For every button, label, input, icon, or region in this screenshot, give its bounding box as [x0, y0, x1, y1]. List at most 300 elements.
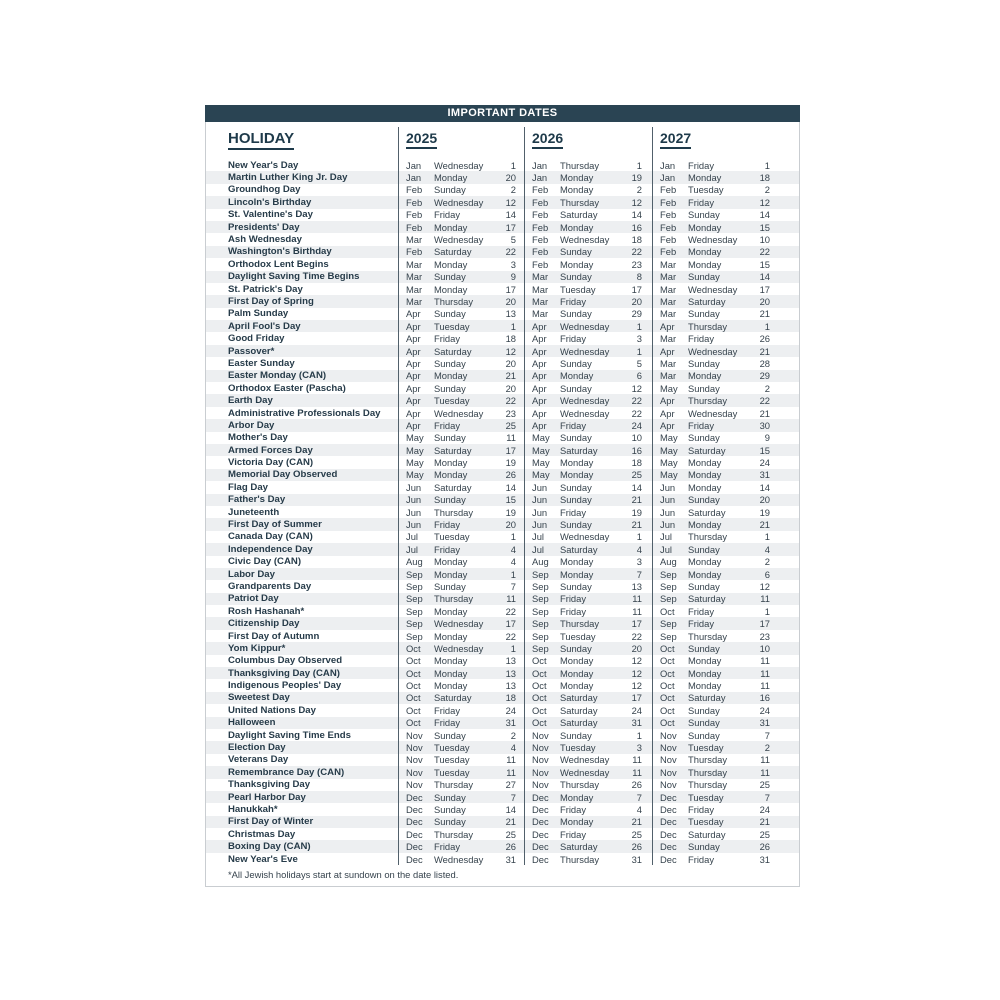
date-cell-2025	[398, 209, 524, 221]
date-month: Apr	[406, 407, 421, 419]
date-month: Sep	[406, 618, 423, 630]
date-day: 17	[631, 692, 642, 704]
date-weekday: Sunday	[688, 308, 720, 320]
holiday-name: Patriot Day	[228, 593, 279, 605]
date-weekday: Sunday	[688, 432, 720, 444]
date-month: Jun	[660, 494, 676, 506]
date-weekday: Monday	[688, 172, 722, 184]
date-day: 12	[631, 196, 642, 208]
date-weekday: Sunday	[688, 580, 720, 592]
date-cell-2027	[652, 556, 799, 568]
date-month: Aug	[406, 556, 423, 568]
date-weekday: Sunday	[560, 519, 592, 531]
date-weekday: Tuesday	[434, 766, 470, 778]
date-weekday: Saturday	[560, 543, 598, 555]
date-cell-2025	[398, 283, 524, 295]
date-weekday: Monday	[434, 221, 468, 233]
date-day: 26	[759, 841, 770, 853]
date-weekday: Saturday	[560, 704, 598, 716]
date-cell-2026	[524, 184, 652, 196]
date-day: 9	[510, 271, 516, 283]
date-cell-2026	[524, 209, 652, 221]
date-cell-2026	[524, 692, 652, 704]
date-month: Mar	[660, 333, 677, 345]
table-row	[206, 320, 799, 332]
table-row	[206, 655, 799, 667]
table-row	[206, 444, 799, 456]
date-cell-2027	[652, 221, 799, 233]
date-month: Mar	[660, 295, 677, 307]
date-day: 20	[505, 295, 516, 307]
date-day: 21	[759, 345, 770, 357]
date-month: Oct	[660, 642, 675, 654]
date-day: 11	[760, 766, 770, 778]
holiday-name: Presidents' Day	[228, 221, 300, 233]
date-day: 13	[505, 308, 516, 320]
date-month: Oct	[406, 692, 421, 704]
date-month: Oct	[532, 692, 547, 704]
date-cell-2027	[652, 481, 799, 493]
date-cell-2025	[398, 803, 524, 815]
date-month: Feb	[406, 221, 423, 233]
date-month: Dec	[660, 816, 677, 828]
date-cell-2025	[398, 456, 524, 468]
holiday-name: Good Friday	[228, 333, 285, 345]
date-day: 1	[510, 159, 516, 171]
date-month: May	[532, 457, 550, 469]
date-weekday: Tuesday	[434, 531, 470, 543]
date-cell-2025	[398, 580, 524, 592]
date-weekday: Sunday	[434, 271, 466, 283]
table-row	[206, 630, 799, 642]
date-cell-2025	[398, 853, 524, 865]
holiday-name: United Nations Day	[228, 704, 316, 716]
date-day: 21	[631, 519, 642, 531]
date-month: Apr	[532, 370, 547, 382]
date-cell-2027	[652, 209, 799, 221]
date-cell-2026	[524, 456, 652, 468]
date-cell-2026	[524, 531, 652, 543]
date-day: 21	[505, 816, 516, 828]
date-weekday: Monday	[434, 370, 468, 382]
date-day: 27	[505, 779, 516, 791]
date-month: May	[406, 457, 424, 469]
date-weekday: Friday	[688, 196, 715, 208]
date-weekday: Sunday	[560, 308, 592, 320]
date-cell-2026	[524, 667, 652, 679]
date-day: 15	[759, 221, 770, 233]
header-year-2026-label: 2026	[532, 130, 563, 149]
date-month: Apr	[532, 395, 547, 407]
date-weekday: Thursday	[560, 618, 600, 630]
table-row	[206, 469, 799, 481]
date-day: 18	[631, 234, 642, 246]
holiday-name: Ash Wednesday	[228, 234, 302, 246]
date-cell-2026	[524, 481, 652, 493]
date-day: 22	[759, 395, 770, 407]
date-day: 11	[632, 593, 642, 605]
holiday-name: Remembrance Day (CAN)	[228, 766, 345, 778]
holiday-name: Orthodox Lent Begins	[228, 258, 329, 270]
date-weekday: Wednesday	[688, 407, 738, 419]
date-month: Dec	[406, 853, 423, 865]
date-day: 21	[759, 816, 770, 828]
date-cell-2027	[652, 580, 799, 592]
date-day: 26	[759, 333, 770, 345]
date-cell-2026	[524, 605, 652, 617]
date-month: Sep	[532, 630, 549, 642]
table-row	[206, 258, 799, 270]
holiday-name: Thanksgiving Day (CAN)	[228, 667, 340, 679]
date-cell-2025	[398, 469, 524, 481]
date-day: 16	[631, 221, 642, 233]
date-cell-2026	[524, 271, 652, 283]
date-weekday: Monday	[560, 655, 594, 667]
table-row	[206, 642, 799, 654]
date-month: Sep	[532, 593, 549, 605]
date-month: Apr	[406, 320, 421, 332]
date-month: Dec	[406, 816, 423, 828]
date-cell-2027	[652, 233, 799, 245]
date-cell-2025	[398, 840, 524, 852]
date-cell-2026	[524, 779, 652, 791]
date-cell-2026	[524, 518, 652, 530]
date-cell-2025	[398, 543, 524, 555]
date-weekday: Friday	[560, 593, 587, 605]
date-day: 19	[631, 172, 642, 184]
date-cell-2025	[398, 766, 524, 778]
date-month: May	[406, 469, 424, 481]
date-weekday: Monday	[434, 469, 468, 481]
date-cell-2025	[398, 432, 524, 444]
date-cell-2027	[652, 803, 799, 815]
holiday-name: Earth Day	[228, 395, 273, 407]
date-day: 22	[505, 246, 516, 258]
date-day: 18	[505, 692, 516, 704]
date-weekday: Tuesday	[560, 283, 596, 295]
date-month: Nov	[532, 766, 549, 778]
date-month: Dec	[660, 853, 677, 865]
table-row	[206, 556, 799, 568]
date-weekday: Thursday	[434, 506, 474, 518]
date-day: 24	[631, 704, 642, 716]
date-weekday: Friday	[434, 333, 461, 345]
date-month: Dec	[406, 828, 423, 840]
table-row	[206, 370, 799, 382]
holiday-name: First Day of Summer	[228, 519, 322, 531]
date-day: 25	[759, 828, 770, 840]
date-weekday: Saturday	[688, 828, 726, 840]
date-weekday: Monday	[560, 568, 594, 580]
table-row	[206, 332, 799, 344]
date-weekday: Sunday	[560, 642, 592, 654]
date-weekday: Thursday	[560, 779, 600, 791]
date-weekday: Friday	[560, 506, 587, 518]
date-month: Mar	[406, 283, 423, 295]
date-cell-2027	[652, 370, 799, 382]
date-month: Sep	[660, 618, 677, 630]
date-day: 29	[631, 308, 642, 320]
date-day: 10	[759, 642, 770, 654]
date-cell-2026	[524, 655, 652, 667]
date-month: Jun	[532, 506, 548, 518]
table-row	[206, 840, 799, 852]
date-month: Nov	[406, 742, 423, 754]
date-month: Mar	[660, 271, 677, 283]
date-day: 7	[764, 791, 770, 803]
date-cell-2027	[652, 444, 799, 456]
date-cell-2025	[398, 494, 524, 506]
date-month: Jul	[532, 543, 544, 555]
date-weekday: Monday	[688, 457, 722, 469]
date-day: 1	[510, 642, 516, 654]
date-month: Nov	[406, 754, 423, 766]
date-day: 1	[764, 531, 770, 543]
date-cell-2026	[524, 717, 652, 729]
date-day: 15	[759, 444, 770, 456]
date-cell-2025	[398, 233, 524, 245]
date-cell-2027	[652, 456, 799, 468]
holiday-name: Father's Day	[228, 494, 286, 506]
date-weekday: Friday	[434, 704, 461, 716]
date-weekday: Monday	[688, 568, 722, 580]
date-cell-2027	[652, 518, 799, 530]
date-weekday: Saturday	[688, 444, 726, 456]
table-row	[206, 221, 799, 233]
table-row	[206, 617, 799, 629]
date-month: Jun	[532, 494, 548, 506]
date-cell-2026	[524, 494, 652, 506]
date-month: Feb	[660, 221, 677, 233]
date-day: 20	[759, 494, 770, 506]
holiday-name: Indigenous Peoples' Day	[228, 680, 342, 692]
date-weekday: Thursday	[688, 630, 728, 642]
date-day: 14	[505, 481, 516, 493]
date-day: 12	[505, 196, 516, 208]
date-cell-2026	[524, 246, 652, 258]
holiday-name: Thanksgiving Day	[228, 779, 311, 791]
date-day: 26	[631, 841, 642, 853]
table-row	[206, 704, 799, 716]
date-cell-2026	[524, 580, 652, 592]
date-day: 17	[505, 618, 516, 630]
date-weekday: Saturday	[560, 444, 598, 456]
footnote: *All Jewish holidays start at sundown on the date listed.	[228, 869, 459, 881]
date-month: Mar	[660, 283, 677, 295]
table-row	[206, 494, 799, 506]
date-weekday: Tuesday	[434, 320, 470, 332]
date-cell-2027	[652, 679, 799, 691]
date-day: 14	[759, 271, 770, 283]
date-month: Oct	[532, 717, 547, 729]
date-month: Nov	[532, 779, 549, 791]
date-day: 1	[636, 159, 642, 171]
date-month: Oct	[660, 667, 675, 679]
date-weekday: Monday	[688, 481, 722, 493]
date-month: Feb	[532, 209, 549, 221]
date-weekday: Friday	[560, 295, 587, 307]
date-cell-2027	[652, 332, 799, 344]
date-cell-2026	[524, 803, 652, 815]
date-day: 4	[510, 556, 516, 568]
date-cell-2027	[652, 717, 799, 729]
date-weekday: Friday	[434, 419, 461, 431]
date-month: Nov	[660, 754, 677, 766]
date-weekday: Friday	[434, 543, 461, 555]
date-cell-2026	[524, 407, 652, 419]
date-day: 1	[510, 320, 516, 332]
dates-table	[205, 122, 800, 887]
date-month: Mar	[532, 308, 549, 320]
date-cell-2027	[652, 692, 799, 704]
date-weekday: Sunday	[434, 184, 466, 196]
date-cell-2026	[524, 729, 652, 741]
date-cell-2025	[398, 679, 524, 691]
date-month: Nov	[532, 754, 549, 766]
date-day: 28	[759, 357, 770, 369]
date-day: 13	[631, 580, 642, 592]
date-weekday: Tuesday	[688, 184, 724, 196]
table-row	[206, 667, 799, 679]
date-day: 18	[759, 172, 770, 184]
date-day: 31	[505, 853, 516, 865]
date-day: 25	[631, 469, 642, 481]
date-weekday: Monday	[688, 655, 722, 667]
holiday-name: Veterans Day	[228, 754, 289, 766]
date-month: Sep	[406, 580, 423, 592]
date-cell-2025	[398, 605, 524, 617]
date-weekday: Thursday	[560, 853, 600, 865]
table-row	[206, 184, 799, 196]
date-day: 19	[759, 506, 770, 518]
date-cell-2026	[524, 593, 652, 605]
date-cell-2025	[398, 407, 524, 419]
date-day: 17	[631, 283, 642, 295]
holiday-name: Armed Forces Day	[228, 444, 313, 456]
date-cell-2027	[652, 295, 799, 307]
date-month: Nov	[660, 779, 677, 791]
date-month: Dec	[660, 791, 677, 803]
date-day: 1	[636, 531, 642, 543]
date-cell-2027	[652, 184, 799, 196]
date-day: 25	[505, 828, 516, 840]
date-day: 10	[759, 234, 770, 246]
date-day: 11	[760, 593, 770, 605]
date-month: Jun	[660, 506, 676, 518]
date-cell-2025	[398, 754, 524, 766]
date-cell-2025	[398, 345, 524, 357]
date-month: Apr	[660, 419, 675, 431]
date-weekday: Monday	[688, 519, 722, 531]
table-row	[206, 196, 799, 208]
holiday-name: Columbus Day Observed	[228, 655, 343, 667]
date-cell-2027	[652, 382, 799, 394]
date-cell-2025	[398, 667, 524, 679]
date-month: Nov	[660, 742, 677, 754]
date-month: Apr	[532, 419, 547, 431]
date-weekday: Friday	[560, 605, 587, 617]
date-day: 1	[636, 320, 642, 332]
date-cell-2025	[398, 258, 524, 270]
table-row	[206, 531, 799, 543]
date-weekday: Saturday	[688, 506, 726, 518]
date-month: Feb	[532, 221, 549, 233]
table-row	[206, 382, 799, 394]
date-month: May	[532, 432, 550, 444]
date-month: Apr	[660, 345, 675, 357]
date-weekday: Wednesday	[688, 345, 738, 357]
date-day: 26	[505, 841, 516, 853]
date-cell-2025	[398, 828, 524, 840]
date-weekday: Sunday	[688, 271, 720, 283]
table-row	[206, 481, 799, 493]
date-day: 20	[505, 519, 516, 531]
header-year-2026	[524, 127, 652, 159]
date-cell-2026	[524, 741, 652, 753]
holiday-name: Mother's Day	[228, 432, 288, 444]
table-row	[206, 246, 799, 258]
holiday-name: St. Valentine's Day	[228, 209, 313, 221]
date-cell-2026	[524, 370, 652, 382]
date-cell-2027	[652, 432, 799, 444]
date-cell-2026	[524, 382, 652, 394]
date-month: Feb	[660, 196, 677, 208]
date-cell-2025	[398, 382, 524, 394]
date-month: Apr	[406, 357, 421, 369]
date-day: 12	[505, 345, 516, 357]
date-month: May	[660, 444, 678, 456]
date-weekday: Friday	[434, 209, 461, 221]
date-cell-2027	[652, 494, 799, 506]
date-cell-2025	[398, 444, 524, 456]
date-month: Oct	[660, 655, 675, 667]
date-month: Jan	[406, 172, 422, 184]
holiday-name: Hanukkah*	[228, 804, 278, 815]
table-row	[206, 816, 799, 828]
header-holiday	[206, 127, 398, 150]
date-month: Jun	[532, 481, 548, 493]
date-weekday: Monday	[560, 184, 594, 196]
date-weekday: Thursday	[434, 593, 474, 605]
date-month: Apr	[532, 407, 547, 419]
date-cell-2025	[398, 370, 524, 382]
date-day: 25	[631, 828, 642, 840]
date-month: Aug	[532, 556, 549, 568]
date-day: 13	[505, 655, 516, 667]
table-row	[206, 692, 799, 704]
date-month: Dec	[532, 791, 549, 803]
date-month: Nov	[532, 729, 549, 741]
date-weekday: Sunday	[560, 271, 592, 283]
date-month: May	[660, 469, 678, 481]
date-weekday: Monday	[688, 680, 722, 692]
date-cell-2027	[652, 642, 799, 654]
date-weekday: Saturday	[560, 692, 598, 704]
table-header-row	[206, 127, 799, 159]
date-month: Oct	[532, 655, 547, 667]
header-year-2027	[652, 127, 799, 159]
date-cell-2025	[398, 295, 524, 307]
date-month: Apr	[532, 320, 547, 332]
date-day: 12	[631, 382, 642, 394]
date-cell-2026	[524, 766, 652, 778]
date-cell-2026	[524, 233, 652, 245]
date-cell-2027	[652, 754, 799, 766]
date-day: 2	[764, 184, 770, 196]
holiday-name: Pearl Harbor Day	[228, 791, 306, 803]
date-weekday: Saturday	[560, 841, 598, 853]
date-weekday: Sunday	[434, 729, 466, 741]
